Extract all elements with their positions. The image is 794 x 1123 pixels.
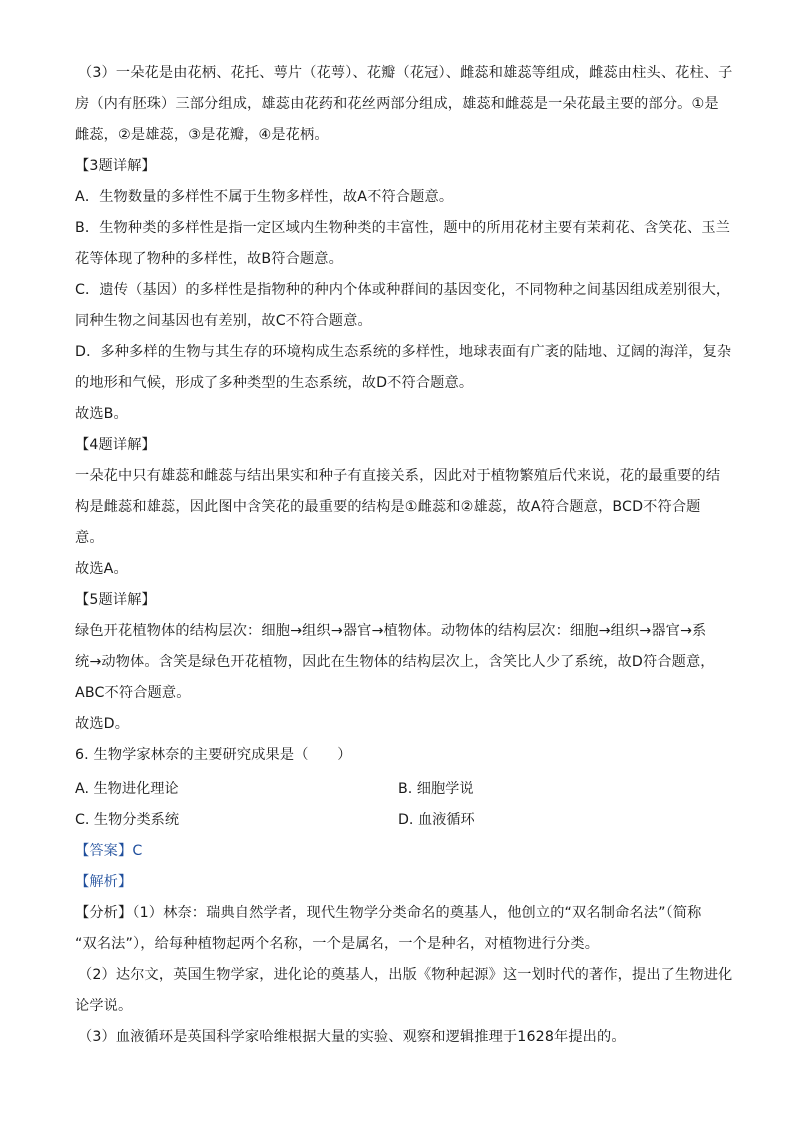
question-stem: 6. 生物学家林奈的主要研究成果是（ ） [75,747,352,763]
text-line: A．生物数量的多样性不属于生物多样性，故A不符合题意。 [75,189,454,205]
option-a: A. 生物进化理论 [75,781,179,797]
text-line: ABC不符合题意。 [75,685,191,701]
text-line: 同种生物之间基因也有差别，故C不符合题意。 [75,313,372,329]
text-line: 意。 [75,530,104,546]
section-heading: 【5题详解】 [75,592,156,608]
text-line: （2）达尔文，英国生物学家，进化论的奠基人，出版《物种起源》这一划时代的著作，提出了生物进化 [78,967,733,983]
text-line: D．多种多样的生物与其生存的环境构成生态系统的多样性，地球表面有广袤的陆地、辽阔的海洋，复杂 [75,344,732,360]
option-b: B. 细胞学说 [398,781,474,797]
section-heading: 【3题详解】 [75,158,156,174]
text-line: B．生物种类的多样性是指一定区域内生物种类的丰富性，题中的所用花材主要有茉莉花、含笑花、玉兰 [75,220,731,236]
option-c: C. 生物分类系统 [75,812,180,828]
text-line: 房（内有胚珠）三部分组成，雄蕊由花药和花丝两部分组成，雄蕊和雌蕊是一朵花最主要的部分。①是 [75,96,719,112]
text-line: 雌蕊，②是雄蕊，③是花瓣，④是花柄。 [75,127,329,143]
text-line: 故选A。 [75,561,128,577]
text-line: 统→动物体。含笑是绿色开花植物，因此在生物体的结构层次上，含笑比人少了系统，故D符合题意， [75,654,715,670]
text-line: “双名法”），给每种植物起两个名称，一个是属名，一个是种名，对植物进行分类。 [75,936,600,952]
text-line: 【分析】（1）林奈：瑞典自然学者，现代生物学分类命名的奠基人，他创立的“双名制命名法”（简称 [75,905,702,921]
text-line: 故选B。 [75,406,128,422]
text-line: 构是雌蕊和雄蕊，因此图中含笑花的最重要的结构是①雌蕊和②雄蕊，故A符合题意，BCD不符合题 [75,499,701,515]
answer-label: 【答案】C [75,843,143,859]
analysis-label: 【解析】 [75,874,133,890]
section-heading: 【4题详解】 [75,437,156,453]
text-line: （3）血液循环是英国科学家哈维根据大量的实验、观察和逻辑推理于1628年提出的。 [78,1029,626,1045]
text-line: 论学说。 [75,998,133,1014]
text-line: 故选D。 [75,716,130,732]
text-line: 绿色开花植物体的结构层次：细胞→组织→器官→植物体。动物体的结构层次：细胞→组织→器官→系 [75,623,707,639]
text-line: （3）一朵花是由花柄、花托、萼片（花萼）、花瓣（花冠）、雌蕊和雄蕊等组成，雌蕊由柱头、花柱、子 [78,65,733,81]
option-d: D. 血液循环 [398,812,475,828]
text-line: 一朵花中只有雄蕊和雌蕊与结出果实和种子有直接关系，因此对于植物繁殖后代来说，花的最重要的结 [75,468,721,484]
text-line: 的地形和气候，形成了多种类型的生态系统，故D不符合题意。 [75,375,474,391]
text-line: 花等体现了物种的多样性，故B符合题意。 [75,251,343,267]
text-line: C．遗传（基因）的多样性是指物种的种内个体或种群间的基因变化，不同物种之间基因组成差别很大， [75,282,731,298]
